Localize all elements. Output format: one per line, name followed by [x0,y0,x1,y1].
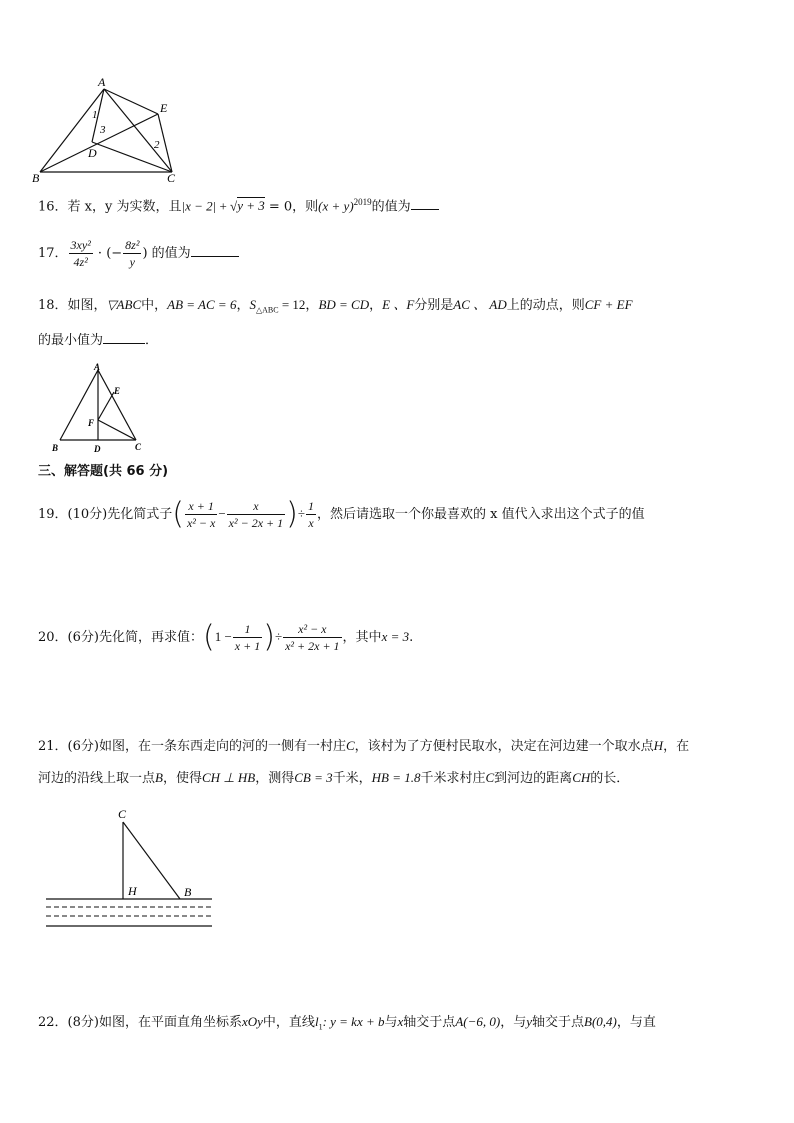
question-16: 16．若 x，y 为实数，且|x − 2| + √y + 3 = 0，则$(x + y)^{2019}$的值为 [38,192,439,217]
label-3: 3 [100,124,106,136]
question-18-line2: 的最小值为 ． [38,333,159,348]
label-a: A [94,362,101,372]
label-1: 1 [92,109,98,121]
label-e: E [114,386,121,396]
question-22: 22．(8分)如图，在平面直角坐标系xOy中，直线$l_1$: y = kx + b与x轴交于点A(−6, 0)，与y轴交于点B(0,4)，与直 [38,1014,656,1032]
figure-q21 [40,804,220,934]
label-b: B [184,885,192,899]
label-b: B [52,443,59,453]
question-19: 19．(10分)先化简式子( $\frac{x + 1}{\text{x² − x}}$ − $\frac{x}{\text{x² − 2x + 1}}$ )÷ $\frac{1}{x}$ ，然后请选取一个你最喜欢的 x 值代入求出这个式子的值 [38,496,645,532]
question-18: 18．如图，▽ABC中，AB = AC = 6，$S_{\triangle ABC} = 12$，BD = CD，E 、F分别是AC 、 AD上的动点，则CF + EF [38,297,633,315]
answer-blank[interactable] [411,197,439,210]
label-d: D [94,444,101,454]
label-f: F [88,418,95,428]
question-21: 21．(6分)如图，在一条东西走向的河的一侧有一村庄C，该村为了方便村民取水，决定在河边建一个取水点H，在 [38,738,690,754]
label-2: 2 [154,139,160,151]
answer-blank[interactable] [191,244,239,257]
label-c: C [167,171,176,184]
label-c: C [135,442,142,452]
question-20: 20．(6分)先化简，再求值：(1 − $\frac{1}{x + 1}$ )÷ $\frac{\text{x² − x}}{\text{x² + 2x + 1}}$ ，其中x = 3. [38,619,414,655]
figure-q18 [48,362,158,458]
label-d: D [88,146,97,160]
label-b: B [32,171,40,184]
label-c: C [118,807,127,821]
label-a: A [98,75,106,89]
answer-blank[interactable] [103,331,145,344]
question-21-line2: 河边的沿线上取一点B，使得CH ⊥ HB，测得CB = 3千米，HB = 1.8千米求村庄C到河边的距离CH的长． [38,770,630,786]
figure-q15 [30,74,190,184]
label-e: E [160,101,168,115]
question-17: 17． $\frac{\text{3xy²}}{\text{4z²}}$ · (− $\frac{\text{8z²}}{y}$ ) 的值为 [38,236,239,272]
section-heading: 三、解答题(共 66 分) [38,464,169,479]
label-h: H [128,884,137,898]
